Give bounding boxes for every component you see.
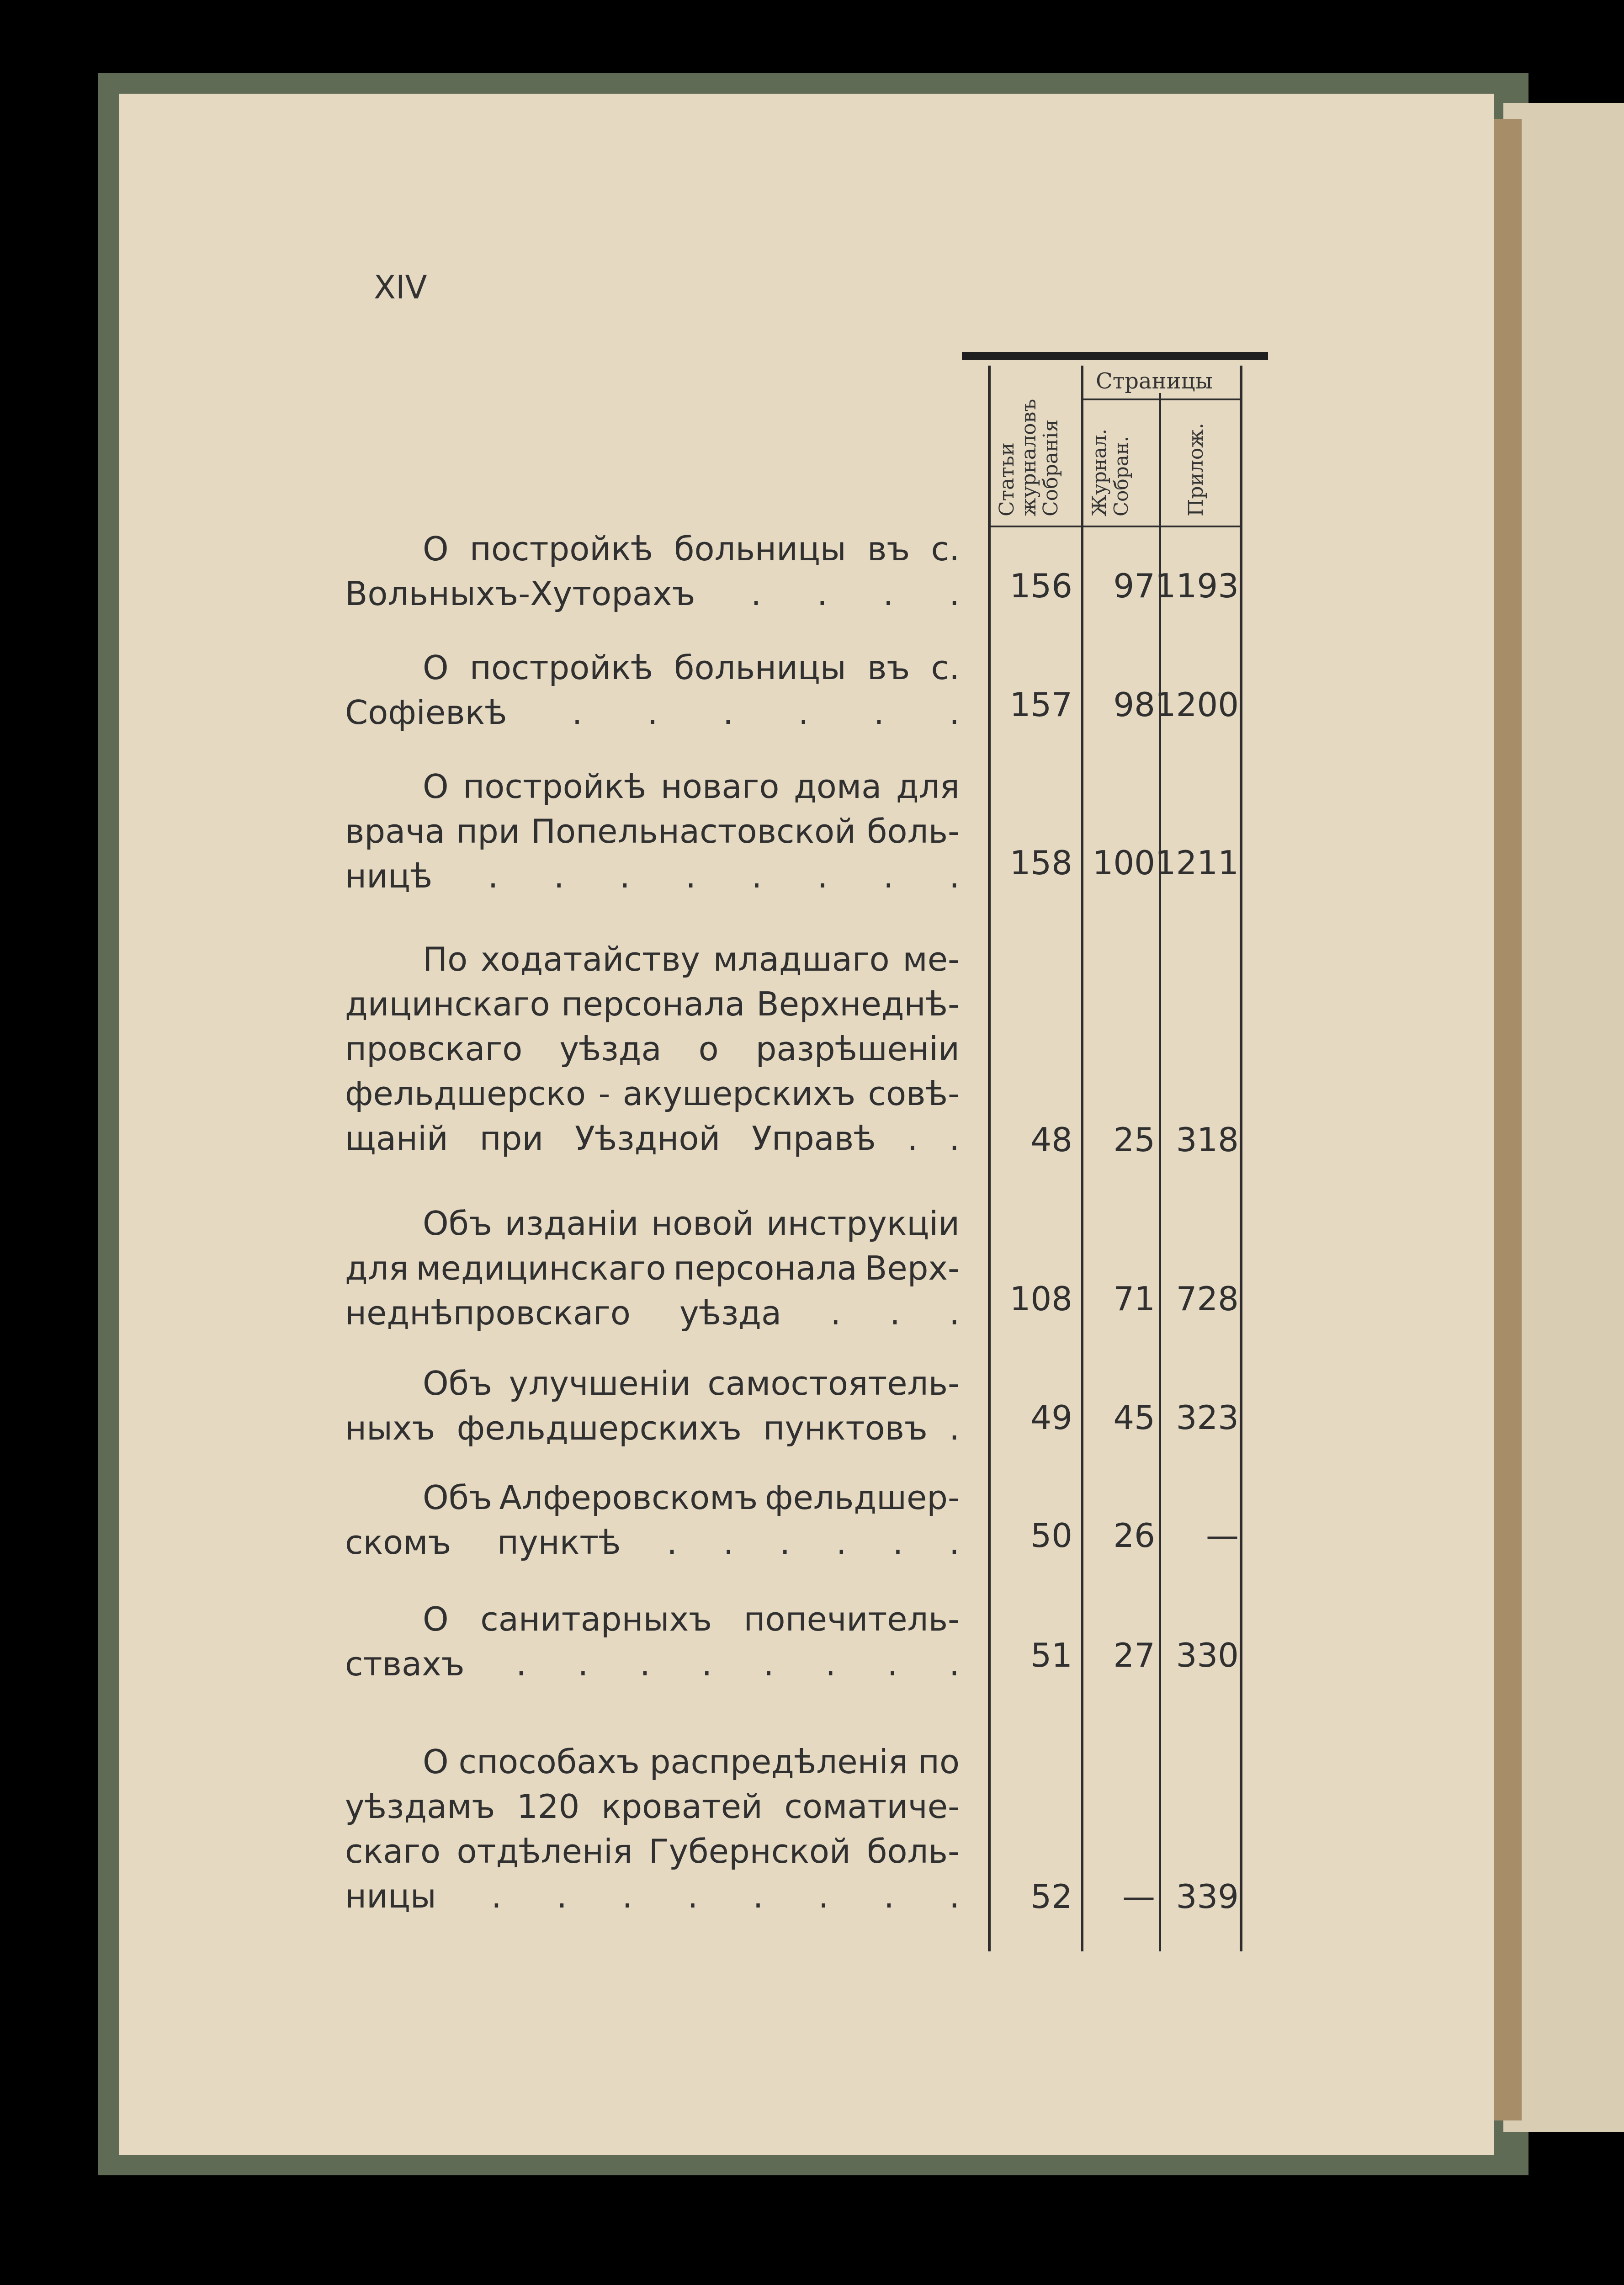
word: щаній <box>345 1119 448 1158</box>
word: Софіевкѣ <box>345 693 507 732</box>
entry-text-line <box>345 1520 960 1565</box>
word: ницы <box>345 1877 436 1915</box>
entry-text-line <box>345 1201 960 1246</box>
entry-2 <box>345 645 960 735</box>
word: ходатайству <box>480 940 700 978</box>
appendix-page: 323 <box>1176 1398 1239 1437</box>
word: . <box>949 574 960 613</box>
word: фельдшерско <box>345 1074 586 1113</box>
word: . <box>890 1294 901 1332</box>
entry-text-line <box>345 690 960 735</box>
table-column-divider <box>1159 393 1161 1951</box>
word: с. <box>931 648 960 687</box>
word: больницы <box>674 530 846 568</box>
word: способахъ <box>458 1743 640 1781</box>
word: . <box>949 1119 960 1158</box>
word: Губернской <box>648 1832 851 1871</box>
word: . <box>572 693 583 732</box>
word: новой <box>651 1204 754 1243</box>
word: . <box>488 857 499 895</box>
word: . <box>701 1645 712 1683</box>
entry-text-line <box>345 982 960 1026</box>
word: . <box>687 1877 698 1915</box>
word: О <box>423 1743 449 1781</box>
entry-text-line <box>345 1291 960 1335</box>
entry-text-line <box>345 1475 960 1520</box>
word: для <box>896 767 960 806</box>
entry-1 <box>345 526 960 616</box>
word: . <box>647 693 658 732</box>
word: уѣздамъ <box>345 1787 495 1826</box>
word: Объ <box>423 1364 492 1403</box>
word: больницы <box>674 648 846 687</box>
word: . <box>622 1877 633 1915</box>
entry-text-line <box>345 1829 960 1874</box>
entry-5 <box>345 1201 960 1335</box>
word: О <box>423 648 449 687</box>
appendix-pages-column-header: Прилож. <box>1184 423 1208 516</box>
word: с. <box>931 530 960 568</box>
appendix-page: 1200 <box>1155 686 1239 724</box>
article-number: 50 <box>1030 1516 1072 1555</box>
word: персонала <box>673 1249 857 1287</box>
word: въ <box>867 530 910 568</box>
word: уѣзда <box>559 1030 662 1068</box>
word: дицинскаго <box>345 985 550 1023</box>
word: Верх- <box>865 1249 960 1287</box>
page-number: XIV <box>374 269 427 306</box>
word: постройкѣ <box>469 648 653 687</box>
word: постройкѣ <box>463 767 647 806</box>
word: совѣ- <box>868 1074 960 1113</box>
entry-4 <box>345 937 960 1161</box>
word: Объ <box>423 1478 492 1517</box>
word: По <box>423 940 468 978</box>
journal-page: 26 <box>1113 1516 1155 1555</box>
word: изданіи <box>504 1204 639 1243</box>
word: . <box>830 1294 841 1332</box>
word: . <box>780 1523 791 1562</box>
word: самостоятель- <box>707 1364 960 1403</box>
word: персонала <box>561 985 745 1023</box>
entry-text-line <box>345 854 960 898</box>
word: ныхъ <box>345 1409 435 1447</box>
word: - <box>598 1074 610 1113</box>
word: постройкѣ <box>469 530 653 568</box>
journal-page: 27 <box>1113 1636 1155 1674</box>
word: инструкціи <box>766 1204 960 1243</box>
word: . <box>751 574 762 613</box>
word: О <box>423 767 449 806</box>
word: о <box>698 1030 719 1068</box>
word: . <box>620 857 630 895</box>
appendix-page: 330 <box>1176 1636 1239 1674</box>
article-number: 157 <box>1009 686 1072 724</box>
word: скомъ <box>345 1523 451 1562</box>
word: . <box>892 1523 903 1562</box>
word: . <box>818 1877 829 1915</box>
word: . <box>949 1645 960 1683</box>
appendix-page: 1211 <box>1155 844 1239 882</box>
article-number: 156 <box>1009 567 1072 605</box>
journal-pages-column-header: Журнал. Собран. <box>1088 429 1132 516</box>
article-number: 48 <box>1030 1121 1072 1159</box>
article-number: 49 <box>1030 1398 1072 1437</box>
word: Алферовскомъ <box>499 1478 758 1517</box>
word: . <box>883 857 894 895</box>
word: для <box>345 1249 409 1287</box>
word: попечитель- <box>743 1600 960 1638</box>
entry-text-line <box>345 937 960 982</box>
journal-page: 100 <box>1092 844 1155 882</box>
entry-text-line <box>345 1406 960 1451</box>
entry-text-line <box>345 1071 960 1116</box>
word: врача <box>345 812 445 850</box>
word: О <box>423 530 449 568</box>
journal-page: 71 <box>1113 1280 1155 1318</box>
word: медицинскаго <box>416 1249 666 1287</box>
word: боль- <box>867 1832 960 1871</box>
word: ме- <box>902 940 960 978</box>
word: Управѣ <box>752 1119 876 1158</box>
pages-group-header: Страницы <box>1096 368 1213 394</box>
journal-page: 97 <box>1113 567 1155 605</box>
word: . <box>949 1523 960 1562</box>
appendix-page: — <box>1206 1516 1239 1555</box>
entry-3 <box>345 764 960 898</box>
word: кроватей <box>601 1787 763 1826</box>
word: . <box>723 1523 734 1562</box>
journal-page: 45 <box>1113 1398 1155 1437</box>
entry-6 <box>345 1361 960 1451</box>
word: Вольныхъ-Хуторахъ <box>345 574 695 613</box>
word: . <box>883 1877 894 1915</box>
table-right-border <box>1240 366 1242 1951</box>
word: . <box>949 1294 960 1332</box>
word: . <box>491 1877 502 1915</box>
word: . <box>907 1119 918 1158</box>
word: уѣзда <box>679 1294 782 1332</box>
word: санитарныхъ <box>480 1600 712 1638</box>
entry-text-line <box>345 1246 960 1291</box>
word: ницѣ <box>345 857 433 895</box>
word: . <box>883 574 894 613</box>
appendix-page: 1193 <box>1155 567 1239 605</box>
word: Уѣздной <box>574 1119 721 1158</box>
word: . <box>578 1645 589 1683</box>
word: акушерскихъ <box>622 1074 856 1113</box>
article-number: 52 <box>1030 1877 1072 1916</box>
table-left-border <box>988 366 991 1951</box>
entry-text-line <box>345 1739 960 1784</box>
word: разрѣшеніи <box>755 1030 960 1068</box>
word: Верхнеднѣ- <box>756 985 960 1023</box>
word: пунктѣ <box>497 1523 621 1562</box>
entry-text-line <box>345 1874 960 1918</box>
entry-text-line <box>345 1784 960 1829</box>
article-number: 51 <box>1030 1636 1072 1674</box>
entry-text-line <box>345 526 960 571</box>
word: боль- <box>867 812 960 850</box>
word: 120 <box>516 1787 580 1826</box>
word: . <box>685 857 696 895</box>
entry-text-line <box>345 1642 960 1686</box>
table-column-divider <box>1081 366 1083 1951</box>
word: пунктовъ <box>763 1409 928 1447</box>
word: . <box>553 857 564 895</box>
articles-column-header: Статьи журналовъ Собранія <box>995 399 1062 516</box>
word: улучшеніи <box>509 1364 691 1403</box>
word: Объ <box>423 1204 492 1243</box>
word: дома <box>793 767 882 806</box>
entry-text-line <box>345 809 960 854</box>
entry-text-line <box>345 1597 960 1642</box>
word: . <box>817 574 828 613</box>
entry-7 <box>345 1475 960 1565</box>
word: . <box>722 693 733 732</box>
entry-text-line <box>345 645 960 690</box>
word: въ <box>867 648 910 687</box>
word: распредѣленія <box>649 1743 908 1781</box>
word: провскаго <box>345 1030 523 1068</box>
word: . <box>667 1523 678 1562</box>
word: по <box>918 1743 960 1781</box>
word: скаго <box>345 1832 441 1871</box>
word: . <box>836 1523 847 1562</box>
journal-page: 25 <box>1113 1121 1155 1159</box>
word: . <box>825 1645 836 1683</box>
article-number: 158 <box>1009 844 1072 882</box>
word: . <box>639 1645 650 1683</box>
word: . <box>817 857 828 895</box>
word: ствахъ <box>345 1645 465 1683</box>
word: неднѣпровскаго <box>345 1294 631 1332</box>
word: фельдшер- <box>765 1478 960 1517</box>
entry-text-line <box>345 571 960 616</box>
word: . <box>751 857 762 895</box>
word: . <box>949 693 960 732</box>
word: . <box>949 1409 960 1447</box>
table-top-rule <box>962 352 1268 360</box>
appendix-page: 339 <box>1176 1877 1239 1916</box>
word: . <box>753 1877 764 1915</box>
word: соматиче- <box>784 1787 960 1826</box>
entry-text-line <box>345 1361 960 1406</box>
word: . <box>873 693 884 732</box>
entry-9 <box>345 1739 960 1918</box>
journal-page: — <box>1122 1877 1155 1916</box>
word: . <box>949 857 960 895</box>
word: . <box>887 1645 898 1683</box>
word: . <box>557 1877 568 1915</box>
word: О <box>423 1600 449 1638</box>
word: . <box>798 693 809 732</box>
word: младшаго <box>713 940 890 978</box>
entry-8 <box>345 1597 960 1686</box>
entry-text-line <box>345 1026 960 1071</box>
word: отдѣленія <box>456 1832 633 1871</box>
word: . <box>763 1645 774 1683</box>
word: новаго <box>660 767 780 806</box>
word: . <box>516 1645 526 1683</box>
pages-group-underline <box>1083 399 1240 400</box>
word: . <box>949 1877 960 1915</box>
article-number: 108 <box>1009 1280 1072 1318</box>
entry-text-line <box>345 764 960 809</box>
word: при <box>456 812 520 850</box>
header-bottom-rule <box>988 526 1242 527</box>
journal-page: 98 <box>1113 686 1155 724</box>
appendix-page: 318 <box>1176 1121 1239 1159</box>
entry-text-line <box>345 1116 960 1161</box>
word: при <box>479 1119 544 1158</box>
word: Попельнастовской <box>531 812 856 850</box>
appendix-page: 728 <box>1176 1280 1239 1318</box>
book-spine <box>1494 119 1522 2120</box>
word: фельдшерскихъ <box>456 1409 742 1447</box>
